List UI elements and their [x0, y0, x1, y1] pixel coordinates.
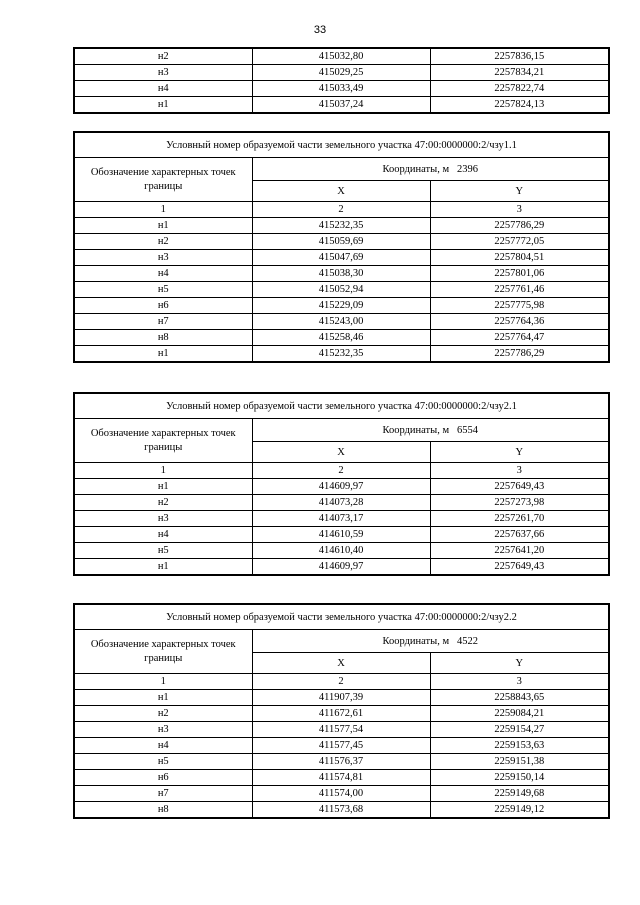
point-name-cell: н4: [74, 81, 252, 97]
y-coordinate-cell: 2257786,29: [430, 218, 609, 234]
coords-table-chzu2-1: [73, 392, 610, 576]
x-coordinate-cell: 411574,00: [252, 786, 430, 802]
coords-header-text: Координаты, м: [382, 635, 450, 647]
point-name-cell: н2: [74, 706, 252, 722]
index-cell: 2: [252, 674, 430, 690]
table-row: [74, 543, 609, 559]
x-coordinate-cell: 415258,46: [252, 330, 430, 346]
table-row: [74, 495, 609, 511]
y-coordinate-cell: 2257261,70: [430, 511, 609, 527]
table-row: [74, 81, 609, 97]
x-coordinate-cell: 415037,24: [252, 97, 430, 114]
points-label: Обозначение характерных точек границы: [74, 158, 252, 202]
y-coordinate-cell: 2257822,74: [430, 81, 609, 97]
y-coordinate-cell: 2257764,47: [430, 330, 609, 346]
y-coordinate-cell: 2257637,66: [430, 527, 609, 543]
y-coordinate-cell: 2257649,43: [430, 559, 609, 576]
x-coordinate-cell: 411576,37: [252, 754, 430, 770]
y-coordinate-cell: 2257772,05: [430, 234, 609, 250]
x-coordinate-cell: 411577,45: [252, 738, 430, 754]
y-coordinate-cell: 2259084,21: [430, 706, 609, 722]
point-name-cell: н1: [74, 97, 252, 114]
x-coordinate-cell: 411672,61: [252, 706, 430, 722]
table-row: [74, 97, 609, 114]
point-name-cell: н6: [74, 770, 252, 786]
point-name-cell: н1: [74, 690, 252, 706]
x-coordinate-cell: 415059,69: [252, 234, 430, 250]
table-row: [74, 722, 609, 738]
page-number: 33: [313, 24, 327, 36]
x-coordinate-cell: 414609,97: [252, 559, 430, 576]
table-row: [74, 266, 609, 282]
table-row: [74, 298, 609, 314]
x-coordinate-cell: 411573,68: [252, 802, 430, 819]
x-coordinate-cell: 415229,09: [252, 298, 430, 314]
y-coordinate-cell: 2257786,29: [430, 346, 609, 363]
point-name-cell: н3: [74, 65, 252, 81]
table-row: [74, 282, 609, 298]
x-coordinate-cell: 415033,49: [252, 81, 430, 97]
area-value: 4522: [456, 635, 478, 647]
y-coordinate-cell: 2257775,98: [430, 298, 609, 314]
x-coordinate-cell: 414073,28: [252, 495, 430, 511]
table-row: [74, 706, 609, 722]
y-header: Y: [430, 653, 609, 674]
point-name-cell: н8: [74, 330, 252, 346]
point-name-cell: н2: [74, 495, 252, 511]
x-coordinate-cell: 414610,40: [252, 543, 430, 559]
point-name-cell: н5: [74, 282, 252, 298]
point-name-cell: н4: [74, 527, 252, 543]
table-row: [74, 330, 609, 346]
coords-table-chzu1-1: [73, 131, 610, 363]
point-name-cell: н3: [74, 511, 252, 527]
point-name-cell: н7: [74, 314, 252, 330]
coords-header: [252, 419, 609, 442]
table-row: [74, 48, 609, 65]
table-row: [74, 218, 609, 234]
x-coordinate-cell: 415032,80: [252, 48, 430, 65]
x-header: X: [252, 653, 430, 674]
y-coordinate-cell: 2259149,68: [430, 786, 609, 802]
y-header: Y: [430, 442, 609, 463]
points-label: Обозначение характерных точек границы: [74, 419, 252, 463]
x-coordinate-cell: 415038,30: [252, 266, 430, 282]
point-name-cell: н1: [74, 218, 252, 234]
point-name-cell: н3: [74, 250, 252, 266]
point-name-cell: н5: [74, 543, 252, 559]
area-value: 2396: [456, 163, 478, 175]
point-name-cell: н4: [74, 266, 252, 282]
x-header: X: [252, 181, 430, 202]
x-coordinate-cell: 415029,25: [252, 65, 430, 81]
table-row: [74, 770, 609, 786]
coords-table-chzu2-2: [73, 603, 610, 819]
y-header: Y: [430, 181, 609, 202]
y-coordinate-cell: 2257764,36: [430, 314, 609, 330]
point-name-cell: н7: [74, 786, 252, 802]
y-coordinate-cell: 2259154,27: [430, 722, 609, 738]
y-coordinate-cell: 2257804,51: [430, 250, 609, 266]
point-name-cell: н1: [74, 559, 252, 576]
index-cell: 3: [430, 463, 609, 479]
table-row: [74, 802, 609, 819]
table-row: [74, 250, 609, 266]
table-row: [74, 738, 609, 754]
point-name-cell: н2: [74, 48, 252, 65]
coords-header: [252, 630, 609, 653]
table-row: [74, 479, 609, 495]
table-row: [74, 754, 609, 770]
x-coordinate-cell: 414609,97: [252, 479, 430, 495]
index-cell: 2: [252, 202, 430, 218]
y-coordinate-cell: 2259149,12: [430, 802, 609, 819]
table-row: [74, 314, 609, 330]
table-row: [74, 690, 609, 706]
index-cell: 1: [74, 202, 252, 218]
x-coordinate-cell: 414073,17: [252, 511, 430, 527]
table-row: [74, 786, 609, 802]
y-coordinate-cell: 2257801,06: [430, 266, 609, 282]
y-coordinate-cell: 2257836,15: [430, 48, 609, 65]
index-cell: 3: [430, 674, 609, 690]
y-coordinate-cell: 2259151,38: [430, 754, 609, 770]
x-coordinate-cell: 411907,39: [252, 690, 430, 706]
coords-header-text: Координаты, м: [382, 163, 450, 175]
y-coordinate-cell: 2259150,14: [430, 770, 609, 786]
y-coordinate-cell: 2257824,13: [430, 97, 609, 114]
area-value: 6554: [456, 424, 478, 436]
x-coordinate-cell: 411577,54: [252, 722, 430, 738]
x-coordinate-cell: 411574,81: [252, 770, 430, 786]
point-name-cell: н2: [74, 234, 252, 250]
table-title: Условный номер образуемой части земельного участка 47:00:0000000:2/чзу2.2: [74, 604, 609, 630]
x-coordinate-cell: 415047,69: [252, 250, 430, 266]
continuation-table: [73, 47, 610, 114]
x-coordinate-cell: 415052,94: [252, 282, 430, 298]
x-coordinate-cell: 414610,59: [252, 527, 430, 543]
point-name-cell: н1: [74, 479, 252, 495]
point-name-cell: н1: [74, 346, 252, 363]
point-name-cell: н6: [74, 298, 252, 314]
y-coordinate-cell: 2257649,43: [430, 479, 609, 495]
point-name-cell: н5: [74, 754, 252, 770]
x-header: X: [252, 442, 430, 463]
y-coordinate-cell: 2258843,65: [430, 690, 609, 706]
table-title: Условный номер образуемой части земельного участка 47:00:0000000:2/чзу1.1: [74, 132, 609, 158]
points-label: Обозначение характерных точек границы: [74, 630, 252, 674]
x-coordinate-cell: 415232,35: [252, 346, 430, 363]
x-coordinate-cell: 415232,35: [252, 218, 430, 234]
y-coordinate-cell: 2257641,20: [430, 543, 609, 559]
table-row: [74, 527, 609, 543]
table-row: [74, 346, 609, 363]
table-row: [74, 559, 609, 576]
point-name-cell: н8: [74, 802, 252, 819]
index-cell: 2: [252, 463, 430, 479]
coords-header: [252, 158, 609, 181]
y-coordinate-cell: 2257834,21: [430, 65, 609, 81]
coords-header-text: Координаты, м: [382, 424, 450, 436]
point-name-cell: н3: [74, 722, 252, 738]
index-cell: 3: [430, 202, 609, 218]
table-row: [74, 234, 609, 250]
y-coordinate-cell: 2257761,46: [430, 282, 609, 298]
y-coordinate-cell: 2257273,98: [430, 495, 609, 511]
table-row: [74, 511, 609, 527]
point-name-cell: н4: [74, 738, 252, 754]
y-coordinate-cell: 2259153,63: [430, 738, 609, 754]
table-title: Условный номер образуемой части земельного участка 47:00:0000000:2/чзу2.1: [74, 393, 609, 419]
x-coordinate-cell: 415243,00: [252, 314, 430, 330]
index-cell: 1: [74, 463, 252, 479]
table-row: [74, 65, 609, 81]
index-cell: 1: [74, 674, 252, 690]
